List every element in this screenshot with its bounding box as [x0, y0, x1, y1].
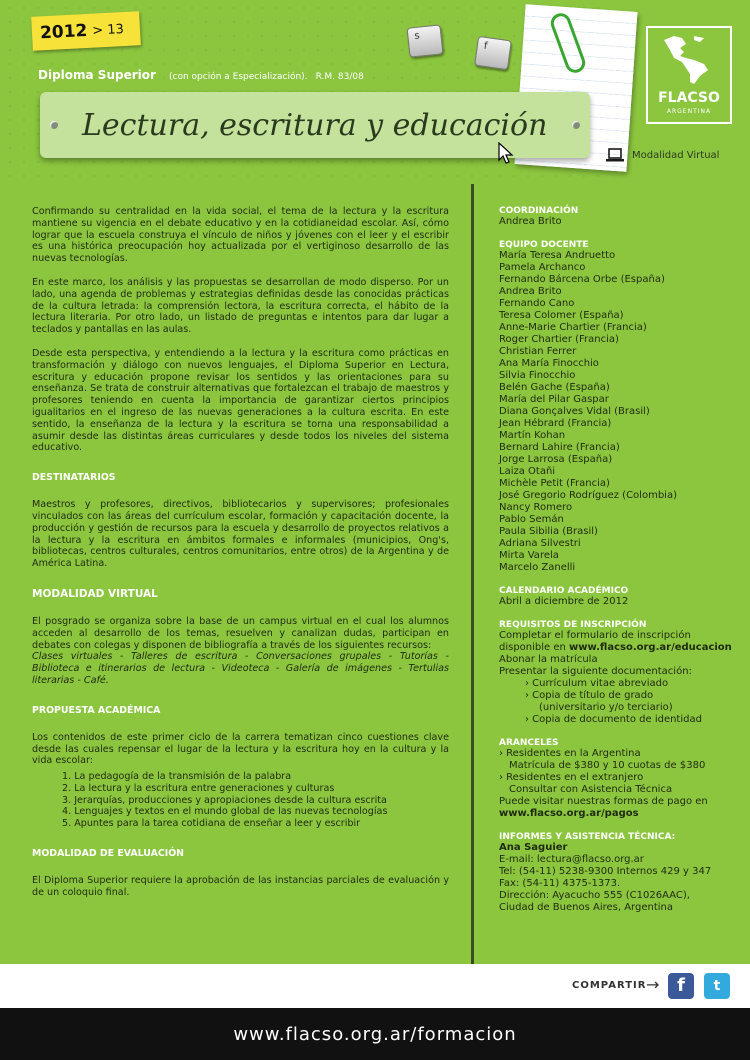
equipo-member: Andrea Brito	[499, 286, 562, 297]
propuesta-title: PROPUESTA ACADÉMICA	[32, 704, 161, 716]
content-body	[0, 184, 750, 964]
modalidad-text: El posgrado se organiza sobre la base de un campus virtual en el cual los alumnos acceden al desarrollo de los temas, resuelven y canalizan dudas, participan en debates con colegas y disponen de bibliografía a través de los siguientes recursos:	[32, 615, 449, 651]
header	[0, 0, 750, 184]
requisitos-line: Abonar la matrícula	[499, 654, 598, 665]
equipo-member: Mirta Varela	[499, 550, 559, 561]
list-item: 5. Apuntes para la tarea cotidiana de enseñar a leer y escribir	[62, 818, 361, 830]
coordinacion-title: COORDINACIÓN	[499, 206, 579, 216]
equipo-member: Michèle Petit (Francia)	[499, 478, 610, 489]
diploma-line	[38, 64, 364, 83]
intro-paragraph: En este marco, los análisis y las propuestas se desarrollan de modo disperso. Por un lado, una agenda de problemas y estrategias definidas desde las conocidas prácticas de la cultura letrada: la comprensión lectora, la escritura correcta, el hábito de la lectura literaria. Por otro lado, un listado de preguntas e intentos para dar lugar a teclados y pantallas en las aulas.	[32, 276, 449, 336]
equipo-member: Fernando Cano	[499, 298, 575, 309]
year-label: 2012	[39, 20, 88, 44]
intro-paragraph: Desde esta perspectiva, y entendiendo a la lectura y la escritura como prácticas en transformación y diálogo con nuevos lenguajes, el Diploma Superior en Lectura, escritura y educación propone revisar los sentidos y las orientaciones para su enseñanza. Se trata de construir alternativas que fortalezcan el trabajo de maestros y profesores teniendo en cuenta la importancia de garantizar ciertos principios igualitarios en el ingreso de las nuevas generaciones a la cultura escrita. En este sentido, la enseñanza de la lectura y la escritura se torna una responsabilidad a asumir desde las distintas áreas curriculares y desde todos los niveles del sistema educativo.	[32, 347, 449, 454]
pagos-link[interactable]: www.flacso.org.ar/pagos	[499, 808, 639, 819]
list-item: 3. Jerarquías, producciones y apropiaciones desde la cultura escrita	[62, 794, 387, 806]
requisitos-doc: › Currículum vitae abreviado	[525, 678, 669, 689]
equipo-member: Marcelo Zanelli	[499, 562, 576, 573]
footer	[0, 1008, 750, 1060]
logo-name: FLACSO	[658, 90, 720, 106]
requisitos-line	[499, 642, 740, 654]
arrow-right-icon: →	[646, 975, 660, 994]
informes-name: Ana Saguier	[499, 842, 568, 853]
aranceles-line: Matrícula de $380 y 10 cuotas de $380	[509, 760, 706, 771]
destinatarios-title: DESTINATARIOS	[32, 472, 116, 484]
educacion-link[interactable]: www.flacso.org.ar/educacion	[569, 642, 732, 653]
equipo-member: Jorge Larrosa (España)	[499, 454, 613, 465]
evaluacion-title: MODALIDAD DE EVALUACIÓN	[32, 848, 185, 860]
propuesta-text: Los contenidos de este primer ciclo de la carrera tematizan cinco cuestiones clave desde las cuales repensar el lugar de la lectura y la escritura hoy en la cultura y la vida escolar:	[32, 731, 449, 767]
list-item: 1. La pedagogía de la transmisión de la palabra	[62, 771, 292, 783]
equipo-member: María del Pilar Gaspar	[499, 394, 609, 405]
modalidad-badge	[606, 148, 719, 162]
requisitos-line: Presentar la siguiente documentación:	[499, 666, 692, 677]
aranceles-line: Consultar con Asistencia Técnica	[509, 784, 673, 795]
equipo-member: Bernard Lahire (Francia)	[499, 442, 620, 453]
calendario-text: Abril a diciembre de 2012	[499, 596, 629, 607]
equipo-member: Anne-Marie Chartier (Francia)	[499, 322, 647, 333]
page-title: Lectura, escritura y educación	[82, 107, 548, 143]
cursor-arrow-icon	[498, 142, 514, 166]
diploma-rm: R.M. 83/08	[315, 72, 364, 82]
year-tag	[31, 11, 141, 51]
equipo-member: Adriana Silvestri	[499, 538, 581, 549]
equipo-member: Pablo Semán	[499, 514, 564, 525]
aranceles-line: › Residentes en el extranjero	[499, 772, 644, 783]
footer-url-link[interactable]: www.flacso.org.ar/formacion	[233, 1023, 517, 1045]
requisitos-doc: › Copia de documento de identidad	[525, 714, 702, 725]
equipo-member: Martín Kohan	[499, 430, 566, 441]
share-bar	[0, 964, 750, 1008]
equipo-member: María Teresa Andruetto	[499, 250, 616, 261]
calendario-title: CALENDARIO ACADÉMICO	[499, 586, 629, 596]
right-column	[477, 184, 750, 964]
logo-country: ARGENTINA	[666, 108, 712, 115]
diploma-title: Diploma Superior	[38, 68, 156, 82]
list-item: 2. La lectura y la escritura entre generaciones y culturas	[62, 782, 335, 794]
propuesta-list	[62, 771, 449, 830]
requisitos-doc: (universitario y/o terciario)	[539, 702, 673, 713]
list-item: 4. Lenguajes y textos en el mundo global de las nuevas tecnologías	[62, 806, 388, 818]
intro-paragraph: Confirmando su centralidad en la vida social, el tema de la lectura y la escritura mantiene su vigencia en el debate educativo y en la cotidianeidad escolar. Así, cómo lograr que la escuela construya el vínculo de niños y jóvenes con el leer y el escribir es una histórica preocupación hoy actualizada por el vertiginoso desarrollo de las nuevas tecnologías.	[32, 206, 449, 265]
equipo-member: Silvia Finocchio	[499, 370, 576, 381]
informes-tel: Tel: (54-11) 5238-9300 Internos 429 y 347	[499, 866, 712, 877]
equipo-member: Pamela Archanco	[499, 262, 586, 273]
aranceles-title: ARANCELES	[499, 738, 559, 748]
requisitos-doc: › Copia de título de grado	[525, 690, 654, 701]
pin-left-icon	[50, 121, 58, 129]
destinatarios-text: Maestros y profesores, directivos, bibliotecarios y supervisores; profesionales vinculados con las áreas del currículum escolar, formación y capacitación docente, la producción y gestión de recursos para la escuela y desarrollo de proyectos relativos a la lectura y la escritura en ámbitos formales e informales (municipios, Ong's, bibliotecas, centros culturales, centros comunitarios, entre otros) de la Argentina y de América Latina.	[32, 499, 449, 570]
equipo-member: Roger Chartier (Francia)	[499, 334, 619, 345]
year-sub-label: > 13	[91, 21, 125, 39]
flacso-logo[interactable]	[646, 26, 732, 124]
informes-dir: Dirección: Ayacucho 555 (C1026AAC),	[499, 890, 690, 901]
equipo-member: Christian Ferrer	[499, 346, 577, 357]
evaluacion-text: El Diploma Superior requiere la aprobación de las instancias parciales de evaluación y de un coloquio final.	[32, 875, 449, 898]
requisitos-line: Completar el formulario de inscripción	[499, 630, 691, 641]
equipo-member: Jean Hébrard (Francia)	[499, 418, 612, 429]
equipo-member: Diana Gonçalves Vidal (Brasil)	[499, 406, 650, 417]
left-column	[0, 184, 474, 964]
equipo-list	[499, 250, 740, 574]
equipo-title: EQUIPO DOCENTE	[499, 240, 589, 250]
equipo-member: Fernando Bárcena Orbe (España)	[499, 274, 665, 285]
equipo-member: Ana María Finocchio	[499, 358, 599, 369]
share-label: COMPARTIR	[572, 980, 647, 991]
requisitos-text: disponible en	[499, 642, 570, 653]
equipo-member: Nancy Romero	[499, 502, 573, 513]
equipo-member: José Gregorio Rodríguez (Colombia)	[499, 490, 677, 501]
modalidad-recursos: Clases virtuales - Talleres de escritura - Conversaciones grupales - Tutorías - Biblioteca e itinerarios de lectura - Videoteca - Galería de imágenes - Tertulias literarias - Café.	[32, 651, 449, 686]
equipo-member: Laiza Otañi	[499, 466, 556, 477]
americas-map-icon	[660, 34, 722, 86]
keyboard-key-s-icon: s	[407, 24, 444, 57]
requisitos-title: REQUISITOS DE INSCRIPCIÓN	[499, 620, 647, 630]
twitter-icon[interactable]: t	[704, 973, 730, 999]
modalidad-title: MODALIDAD VIRTUAL	[32, 587, 158, 600]
informes-email[interactable]: E-mail: lectura@flacso.org.ar	[499, 854, 644, 865]
coordinacion-name: Andrea Brito	[499, 216, 562, 227]
equipo-member: Paula Sibilia (Brasil)	[499, 526, 598, 537]
laptop-icon	[606, 148, 624, 162]
equipo-member: Teresa Colomer (España)	[499, 310, 624, 321]
diploma-option: (con opción a Especialización).	[169, 72, 308, 82]
informes-title: INFORMES Y ASISTENCIA TÉCNICA:	[499, 832, 676, 842]
keyboard-key-f-icon: f	[474, 36, 512, 70]
equipo-member: Belén Gache (España)	[499, 382, 610, 393]
facebook-icon[interactable]: f	[668, 973, 694, 999]
informes-city: Ciudad de Buenos Aires, Argentina	[499, 902, 673, 913]
informes-fax: Fax: (54-11) 4375-1373.	[499, 878, 621, 889]
modalidad-label: Modalidad Virtual	[632, 149, 720, 161]
pin-right-icon	[572, 121, 580, 129]
aranceles-line: Puede visitar nuestras formas de pago en	[499, 796, 708, 807]
aranceles-line: › Residentes en la Argentina	[499, 748, 641, 759]
